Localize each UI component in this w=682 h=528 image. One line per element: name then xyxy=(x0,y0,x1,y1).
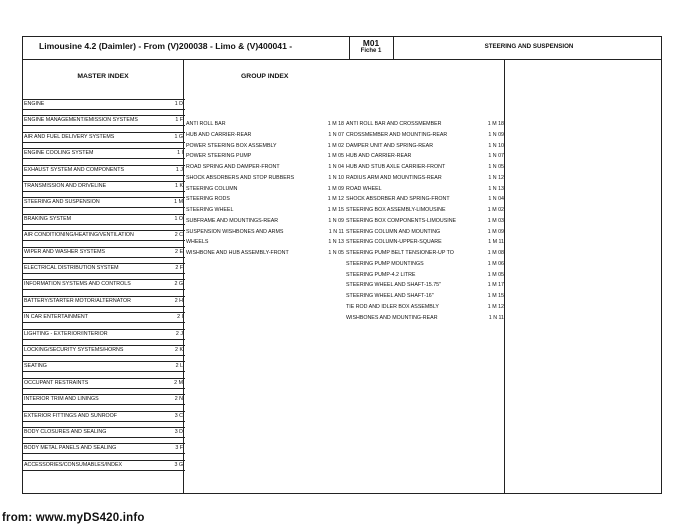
group-index-item[interactable] xyxy=(186,130,344,141)
master-index-item[interactable] xyxy=(23,460,185,471)
group-index-item-label: WHEELS xyxy=(186,239,209,246)
master-index-item-code: 2 G xyxy=(174,281,183,288)
master-index-item-code: 2 L xyxy=(175,363,183,370)
group-index-item-code: 1 M 06 xyxy=(487,260,504,267)
master-index-item[interactable] xyxy=(23,378,185,389)
group-index-item[interactable] xyxy=(186,151,344,162)
group-index-item-label: CROSSMEMBER AND MOUNTING-REAR xyxy=(346,131,448,138)
master-index-item-code: 3 D xyxy=(174,429,183,435)
group-index-item[interactable] xyxy=(346,237,504,248)
group-index-item[interactable] xyxy=(186,173,344,184)
group-index-item-label: TIE ROD AND IDLER BOX ASSEMBLY xyxy=(346,303,439,310)
footer-watermark: from: www.myDS420.info xyxy=(2,512,145,524)
master-index-item-code: 3 C xyxy=(174,412,183,419)
master-index-item-label: EXTERIOR FITTINGS AND SUNROOF xyxy=(24,412,117,419)
master-index-item-label: LOCKING/SECURITY SYSTEMS/HORNS xyxy=(24,347,124,353)
master-index-item[interactable] xyxy=(23,279,185,290)
master-index-item[interactable] xyxy=(23,99,185,110)
group-index-item-label: STEERING RODS xyxy=(186,196,230,203)
group-index-item-label: STEERING COLUMN xyxy=(186,185,238,192)
group-index-item-code: 1 M 02 xyxy=(487,207,504,213)
master-index-item[interactable] xyxy=(23,312,185,323)
fiche-code xyxy=(349,39,393,55)
group-index-item-code: 1 M 18 xyxy=(487,121,504,127)
group-index-item-label: ANTI ROLL BAR xyxy=(186,121,226,127)
group-index-item-label: POWER STEERING PUMP xyxy=(186,153,252,160)
master-index-item-label: INTERIOR TRIM AND LININGS xyxy=(24,396,99,403)
master-index-item[interactable] xyxy=(23,329,185,340)
master-index-item-code: 1 J xyxy=(175,166,183,173)
master-index-item[interactable] xyxy=(23,115,185,126)
group-index-item-code: 1 M 05 xyxy=(327,153,344,160)
group-index-item-label: HUB AND STUB AXLE CARRIER-FRONT xyxy=(346,164,446,170)
master-index-item-label: ENGINE xyxy=(24,101,45,107)
group-index-item-label: HUB AND CARRIER-REAR xyxy=(346,153,412,160)
group-index-item-code: 1 N 10 xyxy=(488,142,504,149)
group-index-item[interactable] xyxy=(186,227,344,238)
master-index-item-code: 1 G xyxy=(174,133,183,140)
master-index-item-code: 2 I xyxy=(177,314,183,321)
page-title: Limousine 4.2 (Daimler) - From (V)200038 - Limo & (V)400041 - xyxy=(39,41,293,51)
master-index-item-code: 1 O xyxy=(174,215,183,222)
master-index-item-code: 2 E xyxy=(175,248,183,255)
master-index-item-code: 1 K xyxy=(175,183,183,189)
group-index-item-code: 1 N 09 xyxy=(488,131,504,138)
group-index-item-label: STEERING WHEEL AND SHAFT-16" xyxy=(346,293,434,299)
group-index-item-code: 1 M 15 xyxy=(487,293,504,299)
header-divider xyxy=(23,59,661,60)
group-index-item-code: 1 M 18 xyxy=(327,121,344,127)
group-index-item-code: 1 M 12 xyxy=(487,303,504,310)
master-index-item-label: WIPER AND WASHER SYSTEMS xyxy=(24,248,106,255)
master-index-item-label: ELECTRICAL DISTRIBUTION SYSTEM xyxy=(24,265,119,271)
master-index-item[interactable] xyxy=(23,197,185,208)
group-index-item[interactable] xyxy=(346,313,504,324)
group-index-item-code: 1 M 17 xyxy=(487,282,504,289)
group-index-item[interactable] xyxy=(346,259,504,270)
group-index-item[interactable] xyxy=(186,216,344,227)
column-divider-2 xyxy=(504,59,505,493)
master-index-item[interactable] xyxy=(23,214,185,225)
master-index-item-label: ACCESSORIES/CONSUMABLES/INDEX xyxy=(24,461,123,468)
section-title: STEERING AND SUSPENSION xyxy=(484,43,574,50)
group-index-item-code: 1 N 07 xyxy=(328,131,344,138)
group-index-item-code: 1 N 11 xyxy=(328,228,344,235)
fiche-frame xyxy=(22,36,662,494)
master-index-item[interactable] xyxy=(23,132,185,143)
master-index-item[interactable] xyxy=(23,181,185,192)
group-index-item-code: 1 N 05 xyxy=(328,250,344,256)
master-index-heading: MASTER INDEX xyxy=(77,73,129,80)
master-index-item-label: AIR CONDITIONING/HEATING/VENTILATION xyxy=(24,232,134,239)
master-index-item-code: 3 G xyxy=(174,461,183,468)
group-index-item-label: POWER STEERING BOX ASSEMBLY xyxy=(186,142,277,149)
group-index-item-label: HUB AND CARRIER-REAR xyxy=(186,131,252,138)
group-index-item-label: STEERING PUMP BELT TENSIONER-UP TO xyxy=(346,250,454,256)
master-index-item-label: AIR AND FUEL DELIVERY SYSTEMS xyxy=(24,133,115,140)
master-index-item[interactable] xyxy=(23,411,185,422)
group-index-item[interactable] xyxy=(346,119,504,130)
group-index-item-code: 1 N 04 xyxy=(488,196,504,203)
master-index-item-label: IN CAR ENTERTAINMENT xyxy=(24,314,88,321)
master-index-item-code: 1 M xyxy=(174,199,183,206)
group-index-item-label: STEERING COLUMN AND MOUNTING xyxy=(346,228,441,235)
master-index-item-label: BATTERY/STARTER MOTOR/ALTERNATOR xyxy=(24,297,131,304)
master-index-item-label: TRANSMISSION AND DRIVELINE xyxy=(24,183,107,189)
master-index-item[interactable] xyxy=(23,230,185,241)
master-index-item-label: BODY METAL PANELS AND SEALING xyxy=(24,445,117,452)
group-index-item-label: SUBFRAME AND MOUNTINGS-REAR xyxy=(186,217,279,224)
master-index-item-code: 3 F xyxy=(175,445,183,452)
group-index-item-code: 1 N 12 xyxy=(488,174,504,181)
group-index-item-code: 1 M 02 xyxy=(327,142,344,149)
master-index-item-code: 1 D xyxy=(174,101,183,107)
master-index-item[interactable] xyxy=(23,263,185,274)
group-index-item[interactable] xyxy=(186,205,344,216)
group-index-item-label: SHOCK ABSORBER AND SPRING-FRONT xyxy=(346,196,450,203)
group-index-item[interactable] xyxy=(346,227,504,238)
group-index-item[interactable] xyxy=(346,130,504,141)
group-index-item[interactable] xyxy=(346,302,504,313)
master-index-item[interactable] xyxy=(23,394,185,405)
group-index-item[interactable] xyxy=(346,151,504,162)
group-index-item-label: STEERING PUMP-4.2 LITRE xyxy=(346,271,416,278)
group-index-item-label: STEERING PUMP MOUNTINGS xyxy=(346,260,424,267)
master-index-item-code: 2 J xyxy=(175,330,183,337)
group-index-item-label: STEERING WHEEL AND SHAFT-15.75" xyxy=(346,282,441,289)
group-index-item-label: DAMPER UNIT AND SPRING-REAR xyxy=(346,142,434,149)
group-index-item-code: 1 M 09 xyxy=(487,228,504,235)
master-index-item-code: 1 I xyxy=(177,150,183,157)
group-index-item[interactable] xyxy=(186,162,344,173)
group-index-item[interactable] xyxy=(346,248,504,259)
group-index-item-code: 1 M 09 xyxy=(327,185,344,192)
group-index-item[interactable] xyxy=(186,194,344,205)
master-index-item[interactable] xyxy=(23,427,185,438)
master-index-item[interactable] xyxy=(23,247,185,258)
group-index-item-code: 1 N 11 xyxy=(488,314,504,321)
group-index-item-label: STEERING COLUMN-UPPER-SQUARE xyxy=(346,239,442,246)
master-index-item-label: OCCUPANT RESTRAINTS xyxy=(24,379,89,386)
group-index-item-code: 1 N 04 xyxy=(328,164,344,170)
master-index-item-code: 2 K xyxy=(175,347,183,353)
master-index-item[interactable] xyxy=(23,296,185,307)
master-index-item-label: BRAKING SYSTEM xyxy=(24,215,72,222)
group-index-item[interactable] xyxy=(346,162,504,173)
group-index-item[interactable] xyxy=(346,205,504,216)
group-index-item-code: 1 M 12 xyxy=(327,196,344,203)
fiche-code-value: M01 xyxy=(362,38,380,48)
master-index-item-label: INFORMATION SYSTEMS AND CONTROLS xyxy=(24,281,131,288)
group-index-item[interactable] xyxy=(186,237,344,248)
group-index-item-code: 1 N 10 xyxy=(328,174,344,181)
group-index-item-code: 1 M 15 xyxy=(327,207,344,213)
header-divider-v2 xyxy=(393,37,394,59)
group-index-item[interactable] xyxy=(346,291,504,302)
group-index-item-label: WISHBONES AND MOUNTING-REAR xyxy=(346,314,438,321)
group-index-item-code: 1 N 13 xyxy=(328,239,344,246)
master-index-item[interactable] xyxy=(23,361,185,372)
group-index-item[interactable] xyxy=(346,270,504,281)
group-index-item[interactable] xyxy=(346,280,504,291)
master-index-item-label: STEERING AND SUSPENSION xyxy=(24,199,100,206)
group-index-item-label: STEERING BOX COMPONENTS-LIMOUSINE xyxy=(346,217,457,224)
master-index-item[interactable] xyxy=(23,345,185,356)
group-index-item[interactable] xyxy=(346,173,504,184)
master-index-item[interactable] xyxy=(23,443,185,454)
group-index-item-code: 1 M 03 xyxy=(487,217,504,224)
master-index-item-label: BODY CLOSURES AND SEALING xyxy=(24,429,107,435)
group-index-item-label: ROAD WHEEL xyxy=(346,185,382,192)
group-index-item-code: 1 M 08 xyxy=(487,250,504,256)
group-index-item-code: 1 N 07 xyxy=(488,153,504,160)
fiche-label: Fiche 1 xyxy=(360,48,382,54)
group-index-heading: GROUP INDEX xyxy=(241,73,289,80)
group-index-item-label: SUSPENSION WISHBONES AND ARMS xyxy=(186,228,284,235)
group-index-item-label: STEERING BOX ASSEMBLY-LIMOUSINE xyxy=(346,207,446,213)
master-index-item-label: LIGHTING - EXTERIOR/INTERIOR xyxy=(24,330,108,337)
master-index-item[interactable] xyxy=(23,148,185,159)
group-index-item[interactable] xyxy=(346,141,504,152)
group-index-item[interactable] xyxy=(346,194,504,205)
master-index-item-code: 2 N xyxy=(174,396,183,403)
group-index-item-label: ROAD SPRING AND DAMPER-FRONT xyxy=(186,164,280,170)
group-index-item-code: 1 M 11 xyxy=(488,239,504,246)
group-index-item[interactable] xyxy=(186,184,344,195)
master-index-item-code: 2 H xyxy=(174,297,183,304)
master-index-item-code: 2 C xyxy=(174,232,183,239)
master-index-item-label: ENGINE COOLING SYSTEM xyxy=(24,150,94,157)
group-index-item[interactable] xyxy=(186,119,344,130)
master-index-item-label: ENGINE MANAGEMENT/EMISSION SYSTEMS xyxy=(24,117,138,124)
group-index-item-code: 1 M 05 xyxy=(487,271,504,278)
group-index-item[interactable] xyxy=(186,141,344,152)
group-index-item[interactable] xyxy=(346,216,504,227)
group-index-item-code: 1 N 05 xyxy=(488,164,504,170)
master-index-item-code: 1 F xyxy=(175,117,183,124)
master-index-item-code: 2 M xyxy=(174,379,183,386)
group-index-item-code: 1 N 09 xyxy=(328,217,344,224)
group-index-item-label: STEERING WHEEL xyxy=(186,207,234,213)
master-index-item-code: 2 F xyxy=(175,265,183,271)
master-index-item[interactable] xyxy=(23,165,185,176)
group-index-item[interactable] xyxy=(186,248,344,259)
master-index-item-label: SEATING xyxy=(24,363,47,370)
group-index-item-label: ANTI ROLL BAR AND CROSSMEMBER xyxy=(346,121,442,127)
group-index-item-label: WISHBONE AND HUB ASSEMBLY-FRONT xyxy=(186,250,289,256)
group-index-item[interactable] xyxy=(346,184,504,195)
group-index-item-label: RADIUS ARM AND MOUNTINGS-REAR xyxy=(346,174,442,181)
group-index-item-label: SHOCK ABSORBERS AND STOP RUBBERS xyxy=(186,174,295,181)
master-index-item-label: EXHAUST SYSTEM AND COMPONENTS xyxy=(24,166,124,173)
group-index-item-code: 1 N 13 xyxy=(488,185,504,192)
